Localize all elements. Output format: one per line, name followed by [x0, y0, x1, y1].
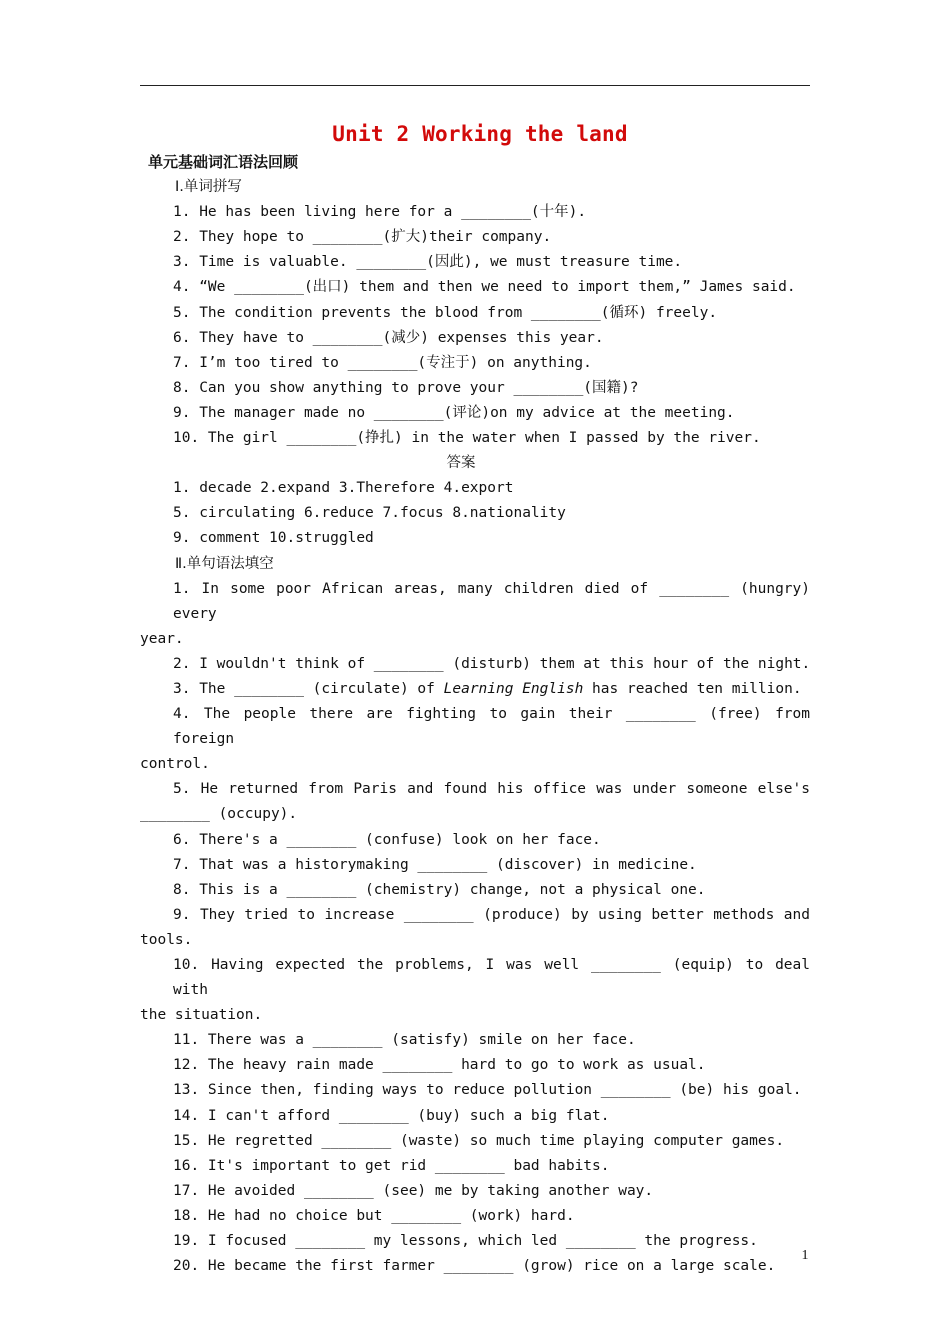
- list-item-continuation: the situation.: [140, 1007, 263, 1024]
- list-item: 3. Time is valuable. ________(因此), we must treasure time.: [173, 254, 683, 271]
- list-item: 2. They hope to ________(扩大)their company.: [173, 229, 552, 246]
- list-item: 5. He returned from Paris and found his office was under someone else's: [173, 781, 810, 798]
- list-item: 1. In some poor African areas, many children died of ________ (hungry) every: [173, 580, 810, 622]
- list-item: 2. I wouldn't think of ________ (disturb) them at this hour of the night.: [173, 655, 811, 672]
- item-emphasis: Learning English: [443, 680, 584, 697]
- list-item: 13. Since then, finding ways to reduce pollution ________ (be) his goal.: [173, 1082, 802, 1099]
- list-item: 4. The people there are fighting to gain their ________ (free) from foreign: [173, 706, 810, 748]
- list-item: 12. The heavy rain made ________ hard to go to work as usual.: [173, 1057, 706, 1074]
- page-title: Unit 2 Working the land: [332, 122, 628, 146]
- item-text: has reached ten million.: [583, 680, 802, 697]
- answer-line: 5. circulating 6.reduce 7.focus 8.nationality: [173, 505, 566, 522]
- list-item: 18. He had no choice but ________ (work) hard.: [173, 1207, 575, 1224]
- header-rule: [140, 85, 810, 86]
- list-item: 16. It's important to get rid ________ bad habits.: [173, 1157, 610, 1174]
- list-item: 11. There was a ________ (satisfy) smile on her face.: [173, 1032, 636, 1049]
- list-item: 6. They have to ________(减少) expenses this year.: [173, 329, 604, 346]
- section-heading: 单元基础词汇语法回顾: [148, 153, 299, 171]
- answer-line: 9. comment 10.struggled: [173, 530, 374, 547]
- list-item-continuation: year.: [140, 630, 184, 647]
- list-item: 6. There's a ________ (confuse) look on her face.: [173, 831, 601, 848]
- list-item: 1. He has been living here for a ________(十年).: [173, 204, 587, 221]
- list-item-continuation: control.: [140, 756, 210, 773]
- page-number: 1: [801, 1248, 809, 1263]
- list-item: 8. This is a ________ (chemistry) change, not a physical one.: [173, 881, 706, 898]
- list-item-continuation: tools.: [140, 931, 193, 948]
- list-item: 19. I focused ________ my lessons, which led ________ the progress.: [173, 1233, 758, 1250]
- list-item: 7. That was a historymaking ________ (discover) in medicine.: [173, 856, 697, 873]
- list-item: 10. The girl ________(挣扎) in the water when I passed by the river.: [173, 430, 761, 447]
- list-item: 5. The condition prevents the blood from ________(循环) freely.: [173, 304, 718, 321]
- answer-line: 1. decade 2.expand 3.Therefore 4.export: [173, 480, 514, 497]
- section1-label: Ⅰ.单词拼写: [175, 179, 242, 196]
- section2-label: Ⅱ.单句语法填空: [175, 555, 274, 572]
- list-item: 8. Can you show anything to prove your ________(国籍)?: [173, 379, 639, 396]
- item-text: 3. The ________ (circulate) of: [173, 680, 444, 697]
- list-item: 10. Having expected the problems, I was well ________ (equip) to deal with: [173, 957, 810, 999]
- list-item: [140, 677, 810, 702]
- list-item-continuation: ________ (occupy).: [140, 806, 298, 823]
- list-item: 15. He regretted ________ (waste) so much time playing computer games.: [173, 1132, 785, 1149]
- list-item: 20. He became the first farmer ________ (grow) rice on a large scale.: [173, 1258, 776, 1275]
- worksheet-body: [140, 150, 810, 1279]
- list-item: 9. They tried to increase ________ (produce) by using better methods and: [173, 906, 810, 923]
- list-item: 7. I’m too tired to ________(专注于) on anything.: [173, 354, 592, 371]
- list-item: 17. He avoided ________ (see) me by taking another way.: [173, 1182, 654, 1199]
- list-item: 14. I can't afford ________ (buy) such a big flat.: [173, 1107, 610, 1124]
- answer-label: 答案: [446, 455, 476, 472]
- list-item: 9. The manager made no ________(评论)on my advice at the meeting.: [173, 404, 735, 421]
- list-item: 4. “We ________(出口) them and then we need to import them,” James said.: [173, 279, 796, 296]
